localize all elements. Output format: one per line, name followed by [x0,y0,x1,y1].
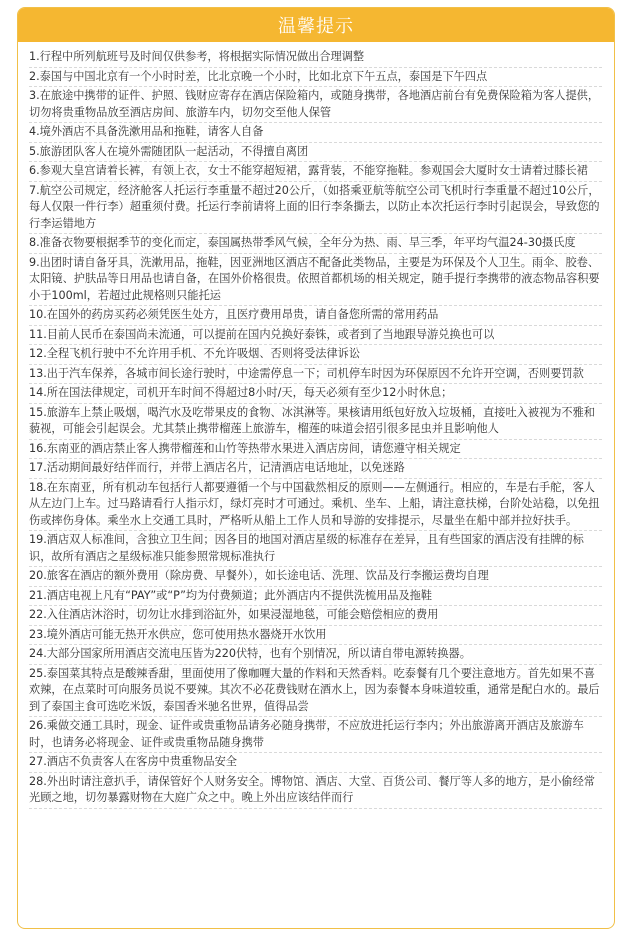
tip-item: 17.活动期间最好结伴而行，并带上酒店名片，记清酒店电话地址，以免迷路 [29,459,602,479]
tip-item: 16.东南亚的酒店禁止客人携带榴莲和山竹等热带水果进入酒店房间，请您遵守相关规定 [29,440,602,460]
tip-item: 8.准备衣物要根据季节的变化而定，泰国属热带季风气候，全年分为热、雨、旱三季，年平均气温24-30摄氏度 [29,234,602,254]
tip-item: 18.在东南亚，所有机动车包括行人都要遵循一个与中国截然相反的原则——左侧通行。相应的，车是右手舵，客人从左边门上车。过马路请看行人指示灯，绿灯亮时才可通过。乘机、坐车、上船，请注意扶梯，台阶处站稳，以免扭伤或摔伤身体。乘坐水上交通工具时，严格听从船上工作人员和导游的安排提示，尽量坐在船中部并拉好扶手。 [29,479,602,532]
tip-item: 19.酒店双人标准间，含独立卫生间；因各目的地国对酒店星级的标准存在差异，且有些国家的酒店没有挂牌的标识，故所有酒店之星级标准只能参照常规标准执行 [29,531,602,567]
tips-header [18,8,614,42]
tips-list [18,42,614,809]
tip-item: 13.出于汽车保养，各城市间长途行驶时，中途需停息一下；司机停车时因为环保原因不允许开空调，否则要罚款 [29,365,602,385]
tip-item: 21.酒店电视上凡有“PAY”或“P”均为付费频道；此外酒店内不提供洗梳用品及拖鞋 [29,587,602,607]
tip-item: 9.出团时请自备牙具，洗漱用品，拖鞋，因亚洲地区酒店不配备此类物品，主要是为环保及个人卫生。雨伞、胶卷、太阳镜、护肤品等日用品也请自备，在国外价格很贵。依照首都机场的相关规定，随手提行李携带的液态物品容积要小于100ml，若超过此规格则只能托运 [29,254,602,307]
tip-item: 5.旅游团队客人在境外需随团队一起活动，不得擅自离团 [29,143,602,163]
tip-item: 24.大部分国家所用酒店交流电压皆为220伏特，也有个别情况，所以请自带电源转换器。 [29,645,602,665]
tip-item: 7.航空公司规定，经济舱客人托运行李重量不超过20公斤，（如搭乘亚航等航空公司飞机时行李重量不超过10公斤，每人仅限一件行李）超重须付费。托运行李前请将上面的旧行李条撕去，以防止本次托运行李时引起误会，导致您的行李运错地方 [29,182,602,235]
tip-item: 15.旅游车上禁止吸烟，喝汽水及吃带果皮的食物、冰淇淋等。果核请用纸包好放入垃圾桶，直接吐入被视为不雅和藐视，可能会引起误会。尤其禁止携带榴莲上旅游车，榴莲的味道会招引很多昆虫并且影响他人 [29,404,602,440]
tip-item: 1.行程中所列航班号及时间仅供参考，将根据实际情况做出合理调整 [29,48,602,68]
tip-item: 26.乘做交通工具时，现金、证件或贵重物品请务必随身携带，不应放进托运行李内；外出旅游离开酒店及旅游车时，也请务必将现金、证件或贵重物品随身携带 [29,717,602,753]
tip-item: 11.目前人民币在泰国尚未流通，可以提前在国内兑换好泰铢，或者到了当地跟导游兑换也可以 [29,326,602,346]
tip-item: 3.在旅途中携带的证件、护照、钱财应寄存在酒店保险箱内，或随身携带，各地酒店前台有免费保险箱为客人提供，切勿将贵重物品放至酒店房间、旅游车内，切勿交至他人保管 [29,87,602,123]
tip-item: 23.境外酒店可能无热开水供应，您可使用热水器烧开水饮用 [29,626,602,646]
tips-card [17,7,615,929]
tip-item: 25.泰国菜其特点是酸辣香甜，里面使用了像咖喱大量的作料和天然香料。吃泰餐有几个要注意地方。首先如果不喜欢辣，在点菜时可向服务员说不要辣。其次不必花费钱财在酒水上，因为泰餐本身味道较重，通常是配白水的。最后到了泰国主食可选吃米饭，泰国香米驰名世界，值得品尝 [29,665,602,718]
tip-item: 14.所在国法律规定，司机开车时间不得超过8小时/天，每天必须有至少12小时休息； [29,384,602,404]
tip-item: 4.境外酒店不具备洗漱用品和拖鞋，请客人自备 [29,123,602,143]
tips-title: 温馨提示 [278,16,354,37]
tip-item: 2.泰国与中国北京有一个小时时差，比北京晚一个小时，比如北京下午五点，泰国是下午四点 [29,68,602,88]
tip-item: 12.全程飞机行驶中不允许用手机、不允许吸烟、否则将受法律诉讼 [29,345,602,365]
tip-item: 27.酒店不负责客人在客房中贵重物品安全 [29,753,602,773]
tip-item: 10.在国外的药房买药必须凭医生处方，且医疗费用昂贵，请自备您所需的常用药品 [29,306,602,326]
tip-item: 28.外出时请注意扒手，请保管好个人财务安全。博物馆、酒店、大堂、百货公司、餐厅等人多的地方，是小偷经常光顾之地，切勿暴露财物在大庭广众之中。晚上外出应该结伴而行 [29,773,602,809]
tip-item: 20.旅客在酒店的额外费用（除房费、早餐外），如长途电话、洗理、饮品及行李搬运费均自理 [29,567,602,587]
tip-item: 22.入住酒店沐浴时，切勿让水排到浴缸外，如果浸湿地毯，可能会赔偿相应的费用 [29,606,602,626]
tip-item: 6.参观大皇宫请着长裤，有领上衣，女士不能穿超短裙，露背装，不能穿拖鞋。参观国会大厦时女士请着过膝长裙 [29,162,602,182]
